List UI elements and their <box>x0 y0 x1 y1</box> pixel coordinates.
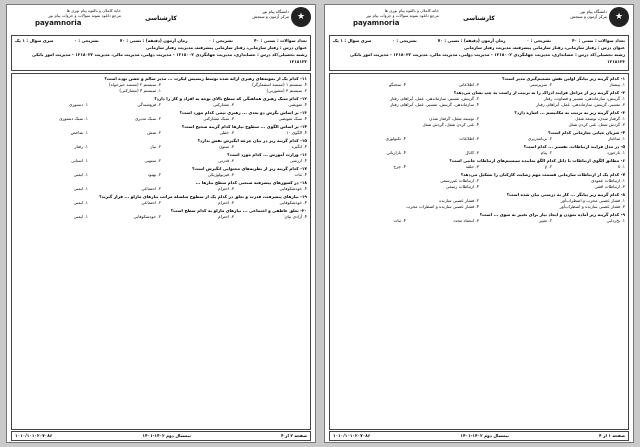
answer-option: ۳. احترام <box>218 214 234 219</box>
question-stem: ۸- کدام گزینه زیر بیانگر ... کار به درستی بیان شده است؟ <box>506 192 625 197</box>
question-item <box>15 110 307 122</box>
option-list <box>333 218 625 224</box>
questions-box <box>11 73 311 430</box>
answer-option: ۲. اجتماعی <box>141 186 161 191</box>
page-header <box>325 5 633 35</box>
question-number: ۳ <box>622 110 625 115</box>
answer-option: ۱. انسانی <box>71 158 88 163</box>
question-item <box>333 130 625 142</box>
option-list <box>333 116 625 128</box>
question-stem: ۱۵- کدام گزینه زیر در بیان چرخه انگیزش نقش ندارد؟ <box>197 138 307 143</box>
meta-series: سری سوال : ۱ یک <box>333 38 372 43</box>
university-logo-icon: ★ <box>609 7 629 27</box>
answer-option: ۴. ارزشی <box>289 158 307 163</box>
answer-option: ۴. خودشکوفایی <box>279 200 307 205</box>
answer-option: ۴. ثبات <box>393 218 406 223</box>
question-stem: ۷- کدام یک از ارتباطات سازمانی قسمت مهم رضایت کارکنان را تشکیل می‌دهد؟ <box>460 172 625 177</box>
answer-option: ۳. قدرتی <box>218 158 234 163</box>
university-name: دانشگاه پیام نور مرکز آزمون و سنجش <box>570 9 607 19</box>
question-item <box>333 172 625 190</box>
question-stem: ۱۷- کدام گزینه زیر از نظریه‌های محتوایی انگیزش است؟ <box>191 166 307 171</box>
question-text: مطابق الگوی ارتباطات با ذائل کدام الگو نماینده سیستم‌های ارتباطات جانبی است؟ <box>449 158 620 163</box>
answer-option: ۲. سبک مدیری <box>135 116 161 121</box>
answer-option: ۱. ایمنی <box>73 172 88 177</box>
brand-logo: payamnoria <box>353 19 400 27</box>
course-code: رشته تحصیلی/کد درس : حسابداری، مدیریت جهانگردی ۱۲۱۸۰۰۲ - مدیریت دولتی، مدیریت مالی، مدیریت ۱۲۱۸۰۳۲ - مدیریت امور بانکی ۱۲۱۸۱۲۳ <box>32 52 307 64</box>
exam-level-title: کارشناسی <box>145 15 177 22</box>
answer-option: ۱. گزینش، سازماندهی، تفسیر و قضاوت، رفتار <box>543 96 625 101</box>
answer-option: ۱. ساختار <box>608 136 625 141</box>
question-stem: ۱۱- کدام یک از نمونه‌های رهبری ارائه شده توسط رنسیس لیکرت ... مدیر سالم و خشن بوده است؟ <box>104 76 307 81</box>
question-number: ۱ <box>622 76 625 81</box>
questions-box <box>329 73 629 430</box>
answer-option: ۳. اطلاعات <box>459 136 479 141</box>
meta-series: سری سوال : ۱ یک <box>15 38 54 43</box>
answer-option: ۱. رفتار <box>74 144 88 149</box>
question-stem: ۳- کدام گزینه زیر به ترتیب به مکانیسم ... اشاره دارد؟ <box>514 110 625 115</box>
answer-option: ۲. گزینش، تفسیر، سازماندهی، عمل، آبراهام، رفتار <box>390 96 479 101</box>
question-number: ۸ <box>622 192 625 197</box>
answer-option: ۲. اجتماعی <box>141 200 161 205</box>
answer-option: ۲. سیستم ۳ (مشورتی) <box>266 88 307 93</box>
semester-label: نیمسال دوم ۱۴۰۲-۱۴۰۱ <box>460 433 509 438</box>
answer-option: ۳. فیزیولوژیکی <box>207 172 234 177</box>
answer-option: ۳. احترام <box>218 186 234 191</box>
meta-essay-duration: تشریحی : ۰ <box>392 38 417 43</box>
answer-option: ۴. سیستم ۱ (مستبد استثمارگر) <box>252 82 307 87</box>
question-stem: ۱۶- وزارت آموزش ... کدام مورد است؟ <box>227 152 307 157</box>
question-number: ۲۰ <box>301 208 307 213</box>
question-item <box>15 208 307 220</box>
question-item <box>15 76 307 94</box>
question-text: وزارت آموزش ... کدام مورد است؟ <box>227 152 299 157</box>
university-logo-icon: ★ <box>291 7 311 27</box>
question-number: ۱۷ <box>301 166 307 171</box>
answer-option: ۲. ارتباطات غیررسمی <box>440 178 479 183</box>
question-text: کدام گزینه زیر آماده نمودن و ایجاد نیاز برای تغییر به سوی ... است؟ <box>479 212 620 217</box>
answer-option: ۲. y <box>544 164 552 169</box>
answer-option: ۲. پیام <box>540 150 552 155</box>
answer-option: ۱. سبک دستوری <box>59 116 88 121</box>
question-number: ۷ <box>622 172 625 177</box>
answer-option: ۱. یخ‌زدایی <box>606 218 625 223</box>
question-item <box>15 166 307 178</box>
question-stem: ۱۴- بر اساس الگوی ... سطوح نیازها کدام گزینه صحیح است؟ <box>181 124 307 129</box>
meta-test-count: تعداد سوالات : تستی : ۴۰ <box>572 38 625 43</box>
answer-option: ۱. گرفتار شدن، توسعه شغل <box>575 116 625 121</box>
site-tagline: خانه کاملان و بالقوه پیام نوری ها مرجع دانلود نمونه سوالات و جزوات پیام نور <box>366 8 439 18</box>
page-number: صفحه ۱ از ۴ <box>599 433 625 438</box>
page-footer <box>329 431 629 441</box>
exam-page-1 <box>324 4 634 443</box>
answer-option: ۳. فشار عصبی سازنده و اضطراب‌آور <box>559 204 625 209</box>
answer-option: ۳. تفسیر، گزینش، سازماندهی، عمل، آبراهام، رفتار <box>536 102 625 107</box>
option-list <box>333 136 625 142</box>
question-item <box>15 194 307 206</box>
answer-option: ۲. برنامه‌ریزی <box>527 136 552 141</box>
meta-duration: زمان آزمون (دقیقه) : تستی : ۷۰ <box>119 38 188 43</box>
option-list <box>333 178 625 190</box>
question-item <box>15 138 307 150</box>
option-list <box>15 214 307 220</box>
question-stem: ۱- کدام گزینه زیر بیانگر اولین نقش تصمیم‌گیری مدیر است؟ <box>502 76 625 81</box>
course-code: رشته تحصیلی/کد درس : حسابداری، مدیریت جهانگردی ۱۲۱۸۰۰۲ - مدیریت دولتی، مدیریت مالی، مدیریت ۱۲۱۸۰۳۲ - مدیریت امور بانکی ۱۲۱۸۱۲۳ <box>350 52 625 64</box>
meta-row <box>333 37 625 44</box>
answer-option: ۴. سبک تفویضی <box>278 116 307 121</box>
option-list <box>15 186 307 192</box>
option-list <box>15 102 307 108</box>
exam-page-2 <box>6 4 316 443</box>
question-number: ۱۴ <box>301 124 307 129</box>
question-number: ۱۶ <box>301 152 307 157</box>
question-stem: ۱۹- نیازهای پیشرفت، قدرت و تعلق در کدام یک از سطوح سلسله مراتب نیازهای مازلو ... قرار گیرند؟ <box>99 194 307 199</box>
option-list <box>15 144 307 150</box>
question-text: کدام گزینه زیر بیانگر اولین نقش تصمیم‌گیری مدیر است؟ <box>502 76 620 81</box>
answer-option: ۲. فشار عصبی سازنده <box>439 198 479 203</box>
question-text: کدام گزینه زیر از نظریه‌های محتوایی انگیزش است؟ <box>191 166 299 171</box>
meta-test-count: تعداد سوالات : تستی : ۴۰ <box>254 38 307 43</box>
meta-essay-duration: تشریحی : ۰ <box>74 38 99 43</box>
question-number: ۴ <box>622 130 625 135</box>
answer-option: ۳. ارتباطات افقی <box>594 184 625 189</box>
question-number: ۱۸ <box>301 180 307 185</box>
answer-option: ۴. الگوی ۱۰ <box>286 130 307 135</box>
answer-option: ۱. x <box>617 164 625 169</box>
option-list <box>15 172 307 178</box>
answer-option: ۴. سازماندهی، گزینش، تفسیر، عمل، آبراهام، رفتار <box>390 102 479 107</box>
answer-option: ۴. غنی کردن شغل، گردش شغل <box>422 122 479 127</box>
question-number: ۱۹ <box>301 194 307 199</box>
meta-essay-count: تشریحی : ۰ <box>526 38 551 43</box>
answer-option: ۴. خودشکوفایی <box>279 186 307 191</box>
question-number: ۹ <box>622 212 625 217</box>
answer-option: ۲. نیاز <box>150 144 161 149</box>
site-tagline: خانه کاملان و بالقوه پیام نوری ها مرجع دانلود نمونه سوالات و جزوات پیام نور <box>48 8 121 18</box>
answer-option: ۳. سبک مشارکتی <box>203 116 234 121</box>
question-stem: ۱۳- بر اساس نگرش دو بعدی ... رهبری تیمی کدام مورد است؟ <box>179 110 307 115</box>
answer-option: ۲. فروشندگی <box>137 102 161 107</box>
question-text: در کشورهای پیشرفته صنعتی کدام سطح نیازها ... <box>195 180 299 185</box>
question-item <box>333 76 625 88</box>
answer-option: ۳. خطی <box>219 130 234 135</box>
question-item <box>333 158 625 170</box>
answer-option: ۴. ارتباطات رسمی <box>445 184 479 189</box>
course-title: عنوان درس : رفتار سازمانی، رفتار سازمانی پیشرفته، مدیریت رفتار سازمانی <box>145 45 307 50</box>
answer-option: ۲. شش <box>147 130 161 135</box>
option-list <box>15 130 307 136</box>
option-list <box>15 116 307 122</box>
question-text: کدام گزینه زیر بیانگر ... کار به درستی بیان شده است؟ <box>506 192 620 197</box>
answer-option: ۱. بازخورد <box>606 150 625 155</box>
question-item <box>15 152 307 164</box>
question-item <box>15 96 307 108</box>
answer-option: ۱. فشار عصبی مخرب و اضطراب‌آور <box>560 198 625 203</box>
answer-option: ۳. انجماد مجدد <box>453 218 479 223</box>
question-text: کدام یک از ارتباطات سازمانی قسمت مهم رضایت کارکنان را تشکیل می‌دهد؟ <box>460 172 620 177</box>
question-stem: ۲۰- تعلق عاطفی و اجتماعی ... نیازهای مازلو به کدام سطح است؟ <box>170 208 307 213</box>
question-number: ۱۳ <box>301 110 307 115</box>
answer-option: ۱. ارتباطات عمودی <box>591 178 625 183</box>
answer-option: ۲. سرپرستی <box>529 82 552 87</box>
answer-option: ۱. سیستم ۴ (مشارکتی) <box>119 88 161 93</box>
answer-option: ۲. ستونی <box>144 158 161 163</box>
exam-code: ۱۰۱۰/۱۰۱۰۲۰۷۰۸۶ <box>15 433 53 438</box>
option-list <box>15 82 307 94</box>
answer-option: ۳. احترام <box>218 200 234 205</box>
answer-option: ۴. چرخ <box>393 164 406 169</box>
answer-option: ۳. مشارکتی <box>213 102 234 107</box>
question-text: نیازهای پیشرفت، قدرت و تعلق در کدام یک از سطوح سلسله مراتب نیازهای مازلو ... قرار گیرند؟ <box>99 194 299 199</box>
question-stem: ۶- مطابق الگوی ارتباطات با ذائل کدام الگو نماینده سیستم‌های ارتباطات جانبی است؟ <box>449 158 625 163</box>
answer-option: ۱. ایمنی <box>73 186 88 191</box>
answer-option: ۱. ایمنی <box>73 214 88 219</box>
answer-option: ۴. انگیزه <box>291 144 307 149</box>
course-title: عنوان درس : رفتار سازمانی، رفتار سازمانی پیشرفته، مدیریت رفتار سازمانی <box>463 45 625 50</box>
exam-level-title: کارشناسی <box>463 15 495 22</box>
answer-option: ۲. تغییر <box>539 218 552 223</box>
question-text: تعلق عاطفی و اجتماعی ... نیازهای مازلو به کدام سطح است؟ <box>170 208 299 213</box>
question-number: ۶ <box>622 158 625 163</box>
question-stem: ۱۲- کدام سبک رهبری هماهنگی که سطح بالای توجه به افراد و کار را دارد؟ <box>154 96 307 101</box>
question-text: در مدل فرایند ارتباطات، تفسیر ... کدام است؟ <box>523 144 620 149</box>
answer-option: ۱. ایمنی <box>73 200 88 205</box>
page-footer <box>11 431 311 441</box>
question-number: ۱۱ <box>301 76 307 81</box>
answer-option: ۴. آزادی بیان <box>284 214 307 219</box>
question-text: کدام گزینه زیر در بیان چرخه انگیزش نقش ندارد؟ <box>197 138 299 143</box>
question-stem: ۵- در مدل فرایند ارتباطات، تفسیر ... کدام است؟ <box>523 144 625 149</box>
question-text: کدام یک از نمونه‌های رهبری ارائه شده توسط رنسیس لیکرت ... مدیر سالم و خشن بوده است؟ <box>104 76 299 81</box>
question-stem: ۲- کدام گزینه زیر از مراحل فرایند ادراک را به ترتیب از راست به چپ نشان می‌دهد؟ <box>453 90 625 95</box>
exam-meta-box <box>329 35 629 71</box>
page-header <box>7 5 315 35</box>
answer-option: ۱. شاخص <box>70 130 88 135</box>
exam-meta-box <box>11 35 311 71</box>
option-list <box>333 164 625 170</box>
question-number: ۱۵ <box>301 138 307 143</box>
answer-option: ۲. خودشکوفایی <box>133 214 161 219</box>
option-list <box>333 96 625 108</box>
answer-option: ۴. بازاریابی <box>386 150 406 155</box>
question-item <box>333 212 625 224</box>
university-name: دانشگاه پیام نور مرکز آزمون و سنجش <box>252 9 289 19</box>
answer-option: ۴. تفویضی <box>288 102 307 107</box>
option-list <box>15 200 307 206</box>
meta-row <box>15 37 307 44</box>
question-item <box>333 192 625 210</box>
answer-option: ۳. کانال <box>465 150 479 155</box>
answer-option: ۴. ثبات <box>294 172 307 177</box>
answer-option: ۳. گردش شغل، غنی کردن شغل <box>568 122 625 127</box>
page-number: صفحه ۲ از ۴ <box>281 433 307 438</box>
exam-code: ۱۰۱۰/۱۰۱۰۲۰۷۰۸۶ <box>333 433 371 438</box>
answer-option: ۲. بهبود <box>147 172 161 177</box>
question-number: ۱۲ <box>301 96 307 101</box>
question-stem: ۱۸- در کشورهای پیشرفته صنعتی کدام سطح نیازها ... <box>195 180 307 185</box>
question-text: کدام گزینه زیر به ترتیب به مکانیسم ... اشاره دارد؟ <box>514 110 620 115</box>
question-text: بر اساس نگرش دو بعدی ... رهبری تیمی کدام مورد است؟ <box>179 110 299 115</box>
answer-option: ۴. سخنگو <box>389 82 406 87</box>
question-stem: ۴- شریان حیاتی سازمانی کدام است؟ <box>548 130 625 135</box>
question-text: بر اساس الگوی ... سطوح نیازها کدام گزینه صحیح است؟ <box>181 124 299 129</box>
question-item <box>333 144 625 156</box>
answer-option: ۳. ستون <box>219 144 234 149</box>
question-item <box>15 180 307 192</box>
option-list <box>333 82 625 88</box>
answer-option: ۱. پیشتاز <box>609 82 625 87</box>
answer-option: ۳. حلقه <box>465 164 479 169</box>
meta-essay-count: تشریحی : ۰ <box>208 38 233 43</box>
question-text: کدام سبک رهبری هماهنگی که سطح بالای توجه به افراد و کار را دارد؟ <box>154 96 299 101</box>
question-number: ۵ <box>622 144 625 149</box>
brand-logo: payamnoria <box>35 19 82 27</box>
answer-option: ۴. تکنولوژی <box>385 136 406 141</box>
question-item <box>333 110 625 128</box>
semester-label: نیمسال دوم ۱۴۰۲-۱۴۰۱ <box>142 433 191 438</box>
question-number: ۲ <box>622 90 625 95</box>
answer-option: ۲. توسعه شغل، گرفتار شدن <box>429 116 479 121</box>
option-list <box>15 158 307 164</box>
option-list <box>333 150 625 156</box>
question-text: شریان حیاتی سازمانی کدام است؟ <box>548 130 620 135</box>
answer-option: ۳. اطلاعاتی <box>458 82 479 87</box>
question-text: کدام گزینه زیر از مراحل فرایند ادراک را به ترتیب از راست به چپ نشان می‌دهد؟ <box>453 90 620 95</box>
answer-option: ۴. فشار عصبی سازنده و اضطراب مخرب <box>406 204 479 209</box>
answer-option: ۱. دستوری <box>68 102 88 107</box>
meta-duration: زمان آزمون (دقیقه) : تستی : ۷۰ <box>437 38 506 43</box>
answer-option: ۳. سیستم ۲ (مستبد خیرخواه) <box>109 82 161 87</box>
option-list <box>333 198 625 210</box>
question-item <box>333 90 625 108</box>
question-stem: ۹- کدام گزینه زیر آماده نمودن و ایجاد نیاز برای تغییر به سوی ... است؟ <box>479 212 625 217</box>
question-item <box>15 124 307 136</box>
